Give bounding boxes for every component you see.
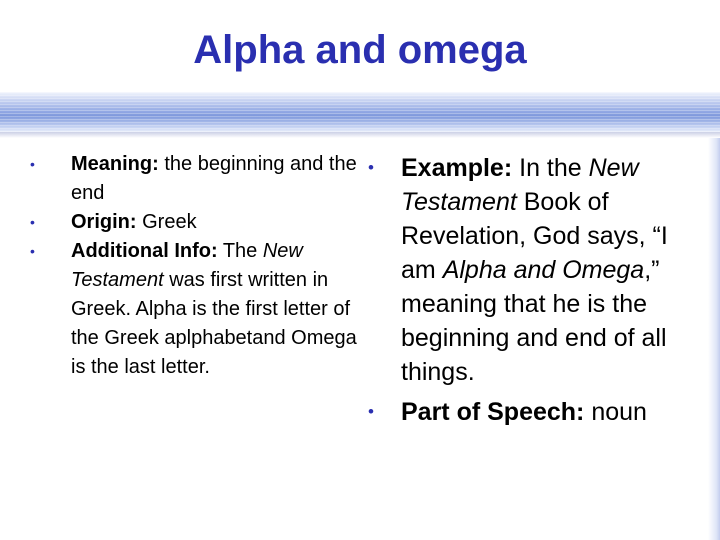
origin-label: Origin: — [71, 211, 137, 233]
bullet-part-of-speech — [368, 395, 708, 429]
bullet-additional-info — [30, 237, 360, 382]
right-bullet-list — [368, 151, 708, 429]
example-italic-1: New Testament — [401, 154, 639, 216]
example-text-2: Book of Revelation, God says, “I am — [401, 188, 668, 284]
additional-info-label: Additional Info: — [71, 240, 218, 262]
title-band-shadow — [0, 132, 720, 138]
bullet-dot-icon: • — [368, 402, 374, 421]
right-edge-rule — [708, 138, 720, 540]
bullet-dot-icon: • — [30, 214, 35, 230]
part-of-speech-text: noun — [584, 398, 647, 426]
title-band — [0, 92, 720, 132]
example-italic-2: Alpha and Omega — [442, 256, 645, 284]
left-bullet-list — [30, 150, 360, 382]
example-text-1: In the — [512, 154, 589, 182]
additional-info-italic: New Testament — [71, 240, 303, 291]
additional-info-text-2: was first written in Greek. Alpha is the first letter of the Greek aplphabetand Omega is the last letter. — [71, 269, 357, 378]
bullet-example — [368, 151, 708, 389]
bullet-meaning — [30, 150, 360, 208]
part-of-speech-label: Part of Speech: — [401, 398, 585, 426]
meaning-text: the beginning and the end — [71, 153, 357, 204]
bullet-dot-icon: • — [30, 243, 35, 259]
additional-info-text-1: The — [217, 240, 263, 262]
example-text-3: ,” meaning that he is the beginning and end of all things. — [401, 256, 667, 386]
bullet-origin — [30, 208, 360, 237]
bullet-dot-icon: • — [368, 158, 374, 177]
bullet-dot-icon: • — [30, 156, 35, 172]
slide-title: Alpha and omega — [193, 28, 527, 72]
meaning-label: Meaning: — [71, 153, 159, 175]
example-label: Example: — [401, 154, 513, 182]
origin-text: Greek — [136, 211, 197, 233]
